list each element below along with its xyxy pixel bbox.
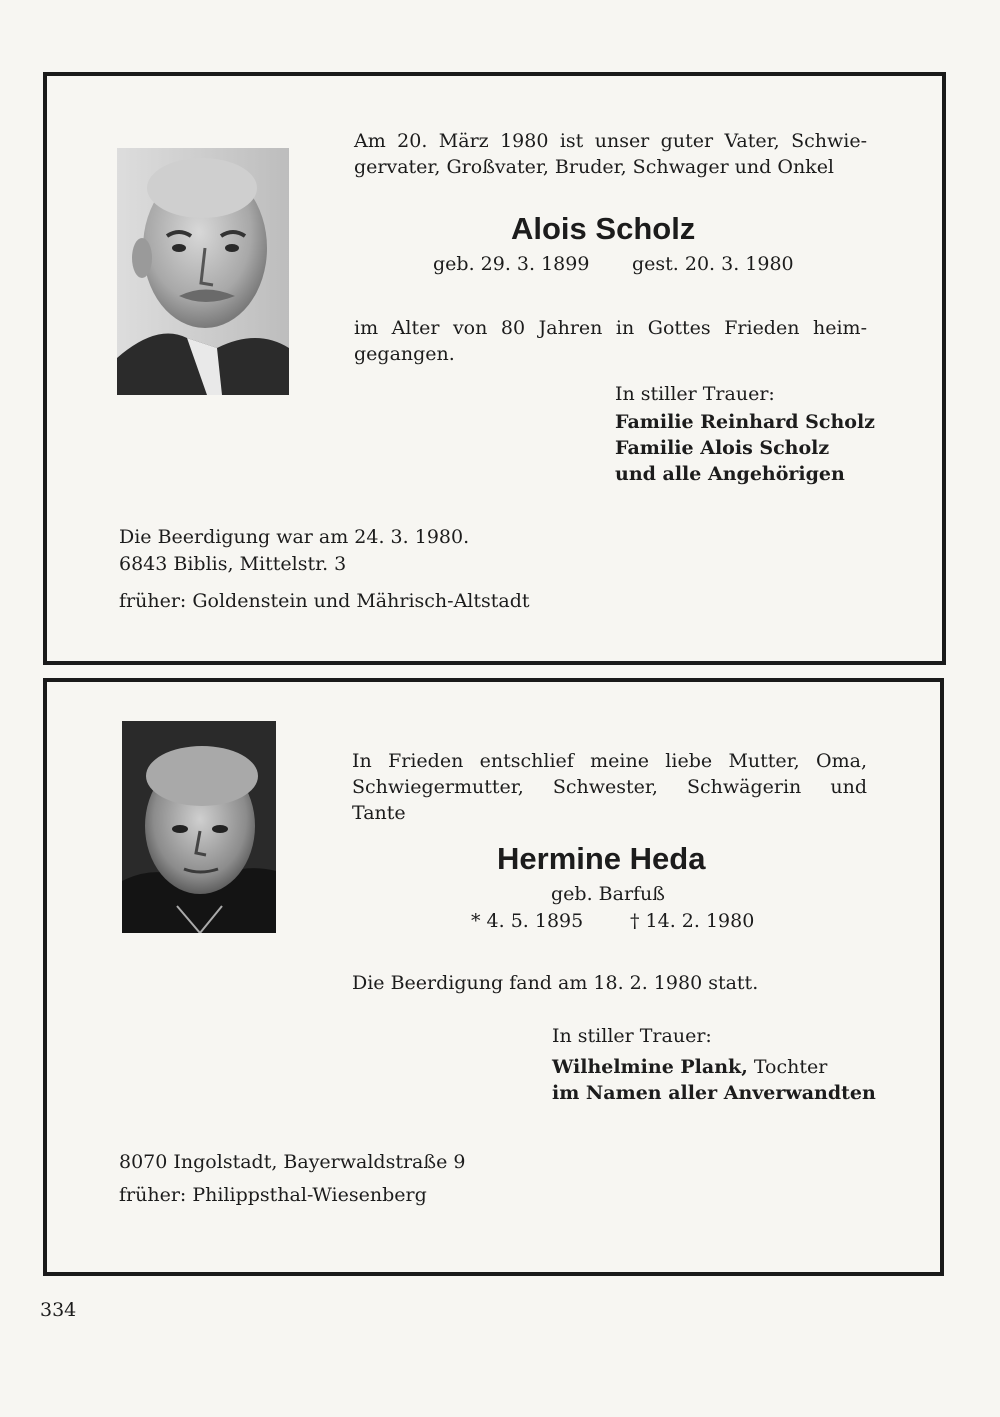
intro-line-3: Tante (352, 802, 406, 824)
mourner-relation: Tochter (747, 1056, 828, 1078)
mourner-name: Wilhelmine Plank, (552, 1056, 748, 1078)
former-residence: früher: Goldenstein und Mährisch-Altstadt (119, 590, 530, 612)
age-line-2: gegangen. (354, 343, 455, 365)
death-date: gest. 20. 3. 1980 (632, 253, 794, 275)
mourner-line-1 (552, 1054, 827, 1080)
mourner-line-2: im Namen aller Anverwandten (552, 1082, 876, 1104)
mourning-label: In stiller Trauer: (552, 1025, 712, 1047)
portrait-alois-scholz (117, 148, 289, 395)
mourner-1: Familie Reinhard Scholz (615, 411, 875, 433)
maiden-name: geb. Barfuß (551, 883, 665, 905)
funeral-info: Die Beerdigung war am 24. 3. 1980. (119, 526, 470, 548)
mourner-2: Familie Alois Scholz (615, 437, 830, 459)
intro-line-2: gervater, Großvater, Bruder, Schwager und Onkel (354, 156, 835, 178)
page-number: 334 (40, 1299, 77, 1321)
intro-line-1: Am 20. März 1980 ist unser guter Vater, Schwie- (354, 130, 867, 152)
birth-date: geb. 29. 3. 1899 (433, 253, 590, 275)
intro-line-1: In Frieden entschlief meine liebe Mutter, Oma, (352, 750, 867, 772)
mourning-label: In stiller Trauer: (615, 383, 775, 405)
address: 8070 Ingolstadt, Bayerwaldstraße 9 (119, 1151, 466, 1173)
former-residence: früher: Philippsthal-Wiesenberg (119, 1184, 427, 1206)
deceased-name: Alois Scholz (511, 211, 696, 246)
funeral-info: Die Beerdigung fand am 18. 2. 1980 statt. (352, 972, 759, 994)
intro-line-2: Schwiegermutter, Schwester, Schwägerin und (352, 776, 867, 798)
death-date: † 14. 2. 1980 (630, 910, 755, 932)
mourner-3: und alle Angehörigen (615, 463, 845, 485)
age-line-1: im Alter von 80 Jahren in Gottes Frieden heim- (354, 317, 867, 339)
address: 6843 Biblis, Mittelstr. 3 (119, 553, 347, 575)
birth-date: * 4. 5. 1895 (471, 910, 584, 932)
portrait-hermine-heda (122, 721, 276, 933)
deceased-name: Hermine Heda (497, 841, 706, 876)
